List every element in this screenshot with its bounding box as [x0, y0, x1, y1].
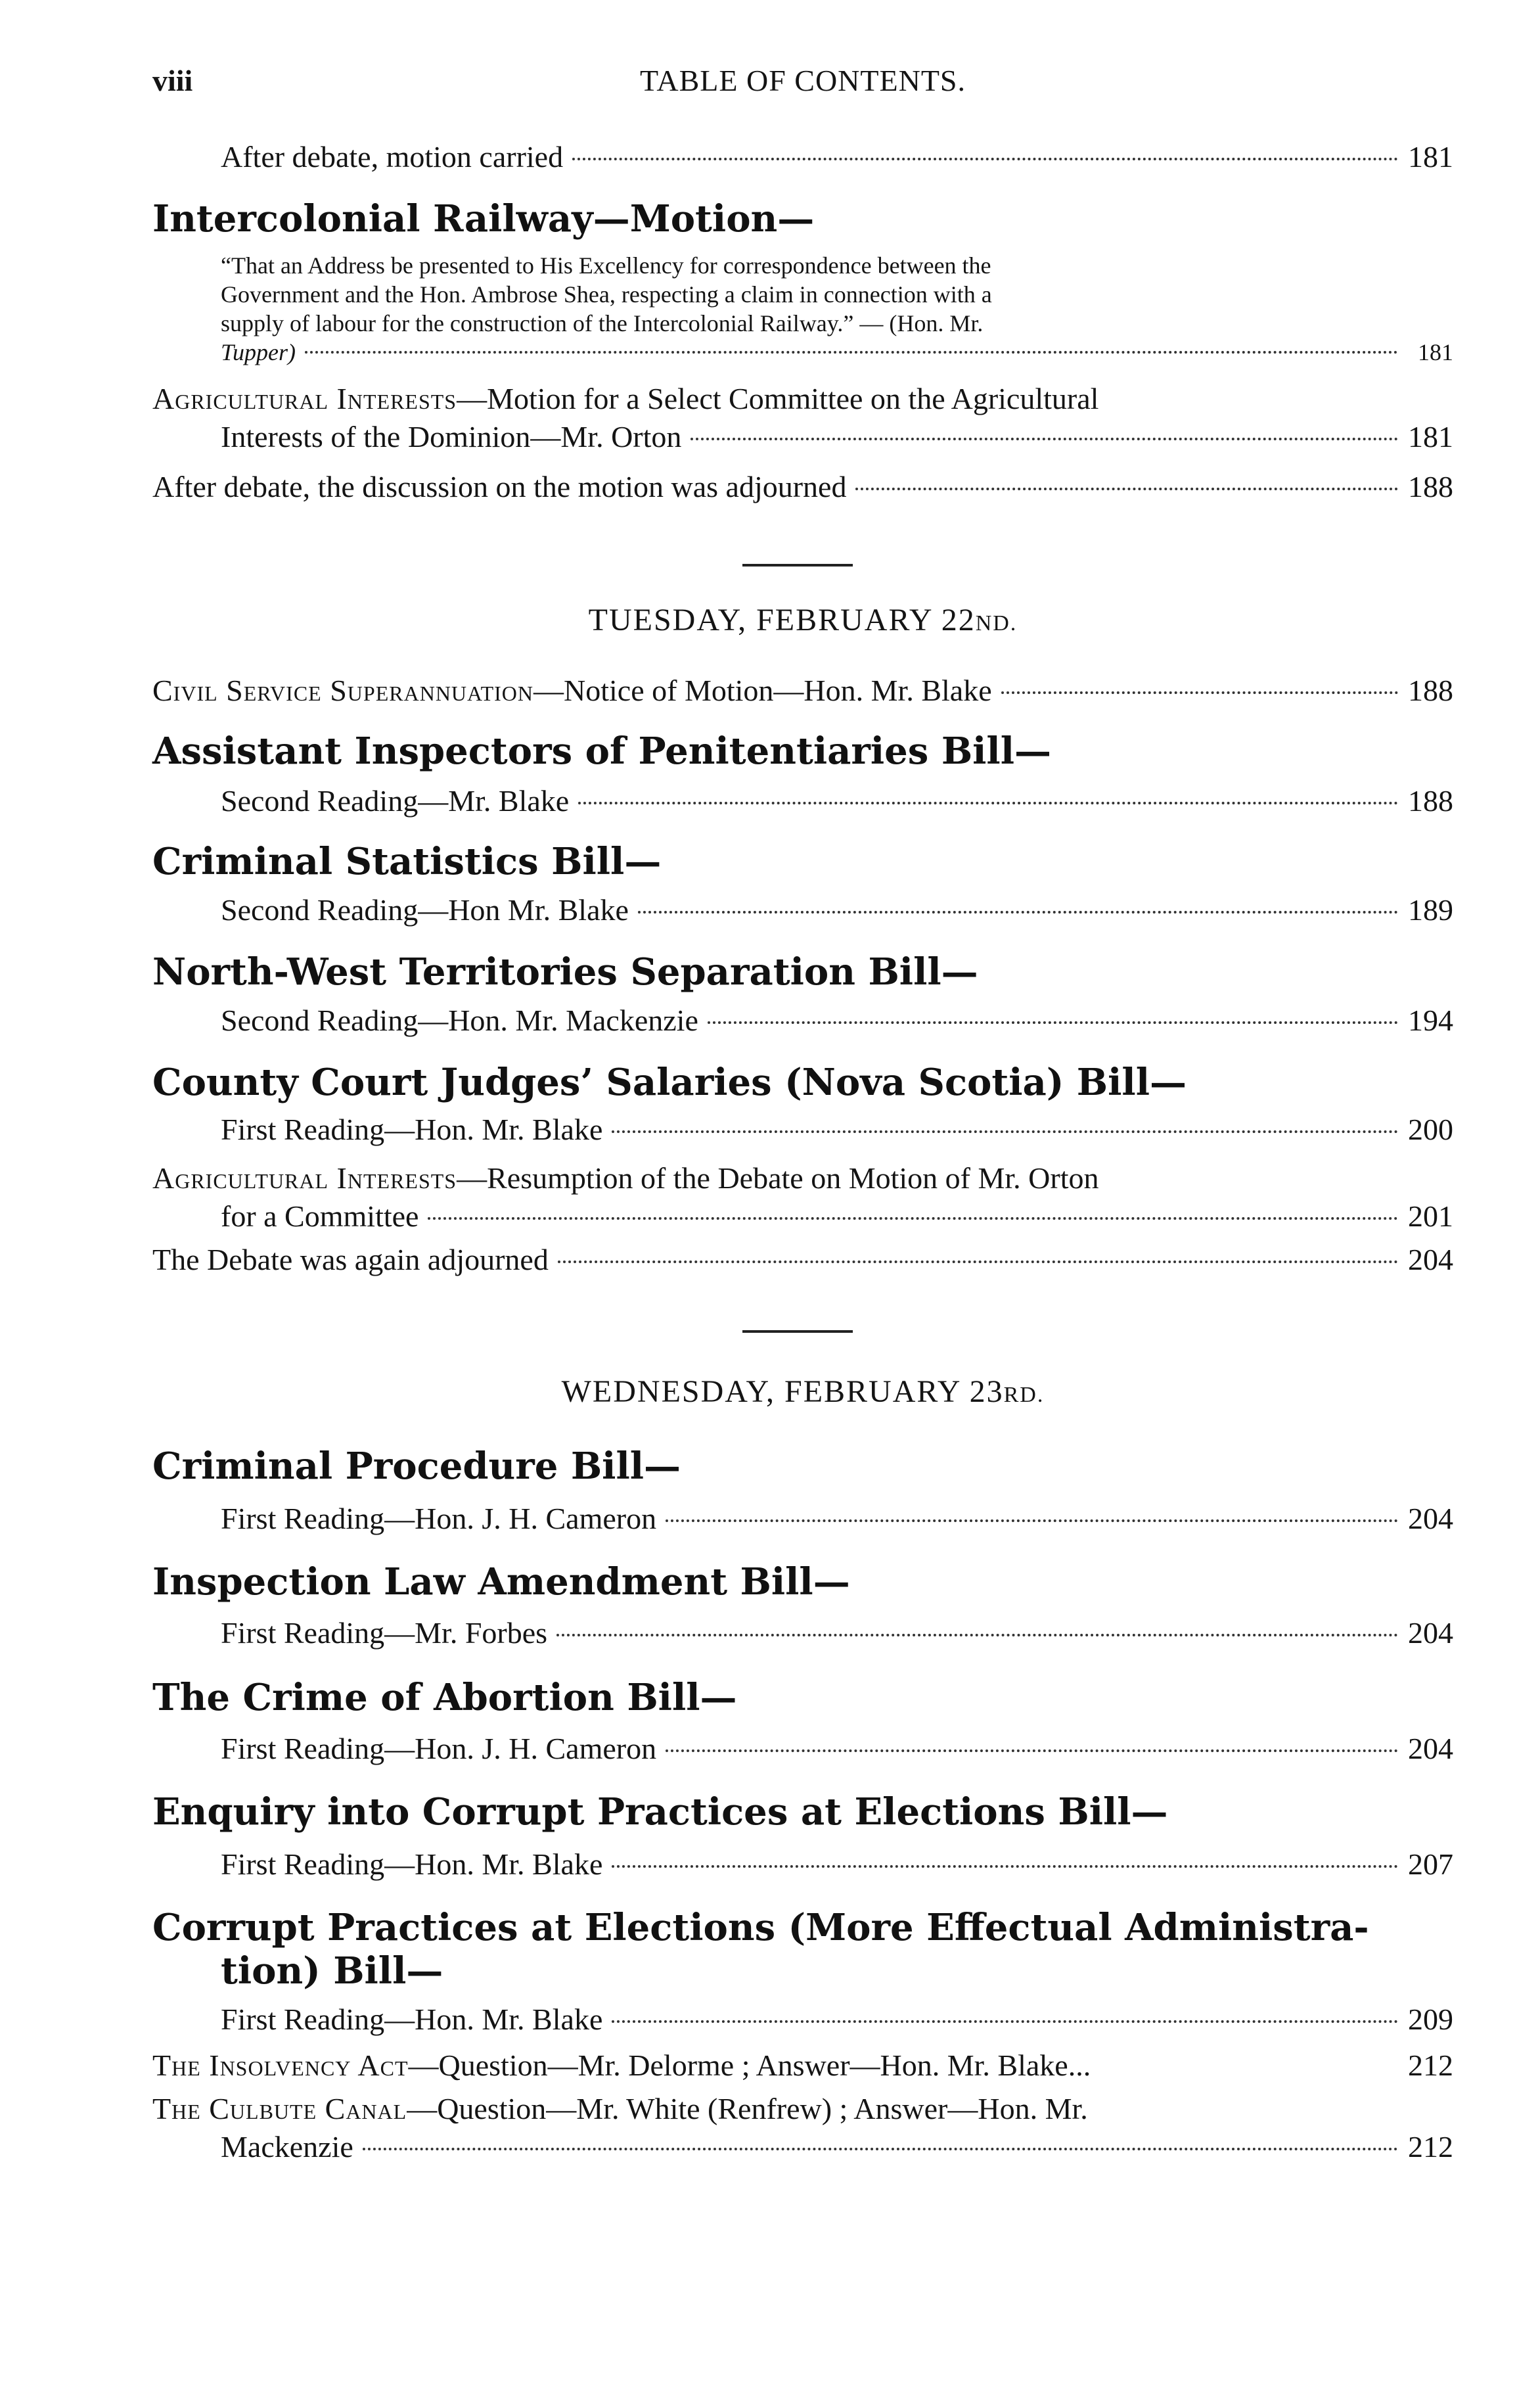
page-ref: 181 [1408, 140, 1453, 174]
page-ref: 188 [1408, 674, 1453, 707]
entry-text: —Resumption of the Debate on Motion of Mr. Orton [457, 1161, 1099, 1195]
toc-entry-culbute-canal [152, 2090, 1453, 2166]
entry-heading: North-West Territories Separation Bill— [152, 950, 978, 994]
dot-leader [578, 802, 1398, 804]
quote-line-2: Government and the Hon. Ambrose Shea, respecting a claim in connection with a [221, 281, 992, 308]
toc-entry-debate-adjourned [152, 1241, 1453, 1279]
entry-text: First Reading—Hon. Mr. Blake [221, 2002, 603, 2036]
toc-sub-assistant [221, 782, 1453, 820]
toc-sub-enquiry [221, 1845, 1453, 1884]
toc-sub-abortion [221, 1730, 1453, 1768]
entry-text: First Reading—Hon. J. H. Cameron [221, 1502, 657, 1535]
entry-text: First Reading—Hon. J. H. Cameron [221, 1732, 657, 1765]
toc-entry-civil-service [152, 672, 1453, 710]
page-ref: 207 [1408, 1847, 1453, 1881]
intercolonial-quote [221, 251, 1453, 367]
entry-text: —Question—Mr. Delorme ; Answer—Hon. Mr. Blake... [408, 2048, 1091, 2082]
entry-heading: Criminal Procedure Bill— [152, 1445, 681, 1488]
entry-label: Agricultural Interests [152, 1161, 457, 1195]
day-heading-suffix: RD. [1003, 1383, 1045, 1407]
dot-leader [556, 1634, 1398, 1636]
dot-leader [428, 1217, 1398, 1220]
dot-leader [305, 351, 1398, 354]
entry-text: First Reading—Hon. Mr. Blake [221, 1847, 603, 1881]
page-ref: 181 [1408, 420, 1453, 453]
entry-text: Second Reading—Hon Mr. Blake [221, 893, 629, 927]
toc-sub-criminal-statistics [221, 891, 1453, 929]
page-ref: 204 [1408, 1502, 1453, 1535]
toc-entry-agricultural-2 [152, 1159, 1453, 1236]
entry-text: —Question—Mr. White (Renfrew) ; Answer—Hon. Mr. [407, 2092, 1088, 2125]
toc-entry-after-debate-1 [221, 138, 1453, 176]
entry-heading: Intercolonial Railway—Motion— [152, 197, 815, 241]
toc-entry-after-debate-2 [152, 468, 1453, 506]
day-heading-wednesday [152, 1374, 1453, 1410]
entry-heading: Enquiry into Corrupt Practices at Elections Bill— [152, 1790, 1168, 1834]
dot-leader [558, 1261, 1398, 1263]
page-ref: 204 [1408, 1616, 1453, 1650]
toc-entry-corrupt-practices [152, 1906, 1453, 1993]
dot-leader [572, 158, 1398, 160]
toc-entry-county-court [152, 1061, 1453, 1104]
toc-entry-intercolonial [152, 197, 1453, 241]
dot-leader [666, 1749, 1398, 1752]
toc-entry-northwest [152, 950, 1453, 994]
toc-sub-northwest [221, 1002, 1453, 1040]
running-head [152, 63, 1453, 103]
page-ref: 200 [1408, 1113, 1453, 1146]
day-heading-text: TUESDAY, FEBRUARY 22 [588, 603, 976, 637]
entry-heading-line-1: Corrupt Practices at Elections (More Effectual Administra- [152, 1906, 1369, 1949]
day-heading-tuesday [152, 602, 1453, 638]
entry-label: Agricultural Interests [152, 382, 457, 415]
entry-continuation: for a Committee [221, 1199, 419, 1233]
dot-leader [855, 488, 1398, 490]
page-ref: 209 [1408, 2002, 1453, 2036]
entry-text: First Reading—Hon. Mr. Blake [221, 1113, 603, 1146]
page-ref: 181 [1418, 339, 1453, 365]
entry-heading: County Court Judges’ Salaries (Nova Scotia) Bill— [152, 1061, 1187, 1104]
toc-entry-criminal-procedure [152, 1445, 1453, 1488]
quote-line-1: “That an Address be presented to His Excellency for correspondence between the [221, 252, 991, 279]
entry-heading: The Crime of Abortion Bill— [152, 1676, 737, 1719]
dot-leader [612, 1865, 1398, 1868]
dot-leader [363, 2148, 1398, 2150]
entry-heading-line-2: tion) Bill— [221, 1949, 443, 1993]
entry-continuation: Mackenzie [221, 2130, 353, 2163]
entry-text: —Notice of Motion—Hon. Mr. Blake [533, 674, 992, 707]
page-ref: 188 [1408, 470, 1453, 503]
entry-text: The Debate was again adjourned [152, 1243, 549, 1276]
page-ref: 201 [1408, 1199, 1453, 1233]
dot-leader [612, 2020, 1398, 2023]
entry-continuation: Interests of the Dominion—Mr. Orton [221, 420, 682, 453]
entry-label: The Insolvency Act [152, 2048, 409, 2082]
entry-text: After debate, the discussion on the motion was adjourned [152, 470, 847, 503]
entry-text: After debate, motion carried [221, 140, 564, 174]
toc-entry-abortion [152, 1676, 1453, 1719]
entry-heading: Assistant Inspectors of Penitentiaries Bill— [152, 729, 1051, 773]
entry-heading: Criminal Statistics Bill— [152, 840, 662, 883]
toc-sub-criminal-procedure [221, 1500, 1453, 1538]
toc-sub-corrupt-practices [221, 2001, 1453, 2039]
page-ref: 204 [1408, 1732, 1453, 1765]
quote-line-3: supply of labour for the construction of the Intercolonial Railway.” — (Hon. Mr. [221, 310, 984, 336]
toc-entry-inspection-law [152, 1560, 1453, 1604]
toc-entry-assistant-inspectors [152, 729, 1453, 773]
section-divider [742, 564, 853, 567]
toc-entry-agricultural-1 [152, 380, 1453, 456]
section-divider [742, 1330, 853, 1333]
entry-text: First Reading—Mr. Forbes [221, 1616, 548, 1650]
page-ref: 212 [1408, 2048, 1453, 2082]
toc-entry-criminal-statistics [152, 840, 1453, 883]
toc-entry-insolvency [152, 2047, 1453, 2085]
entry-text: Second Reading—Mr. Blake [221, 784, 570, 818]
entry-label: Civil Service Superannuation [152, 674, 534, 707]
dot-leader [708, 1021, 1398, 1024]
dot-leader [638, 911, 1398, 914]
page-number: viii [152, 64, 193, 97]
dot-leader [666, 1519, 1398, 1522]
entry-text: —Motion for a Select Committee on the Agricultural [457, 382, 1099, 415]
toc-sub-inspection-law [221, 1614, 1453, 1652]
entry-label: The Culbute Canal [152, 2092, 407, 2125]
dot-leader [691, 438, 1398, 440]
page-ref: 212 [1408, 2130, 1453, 2163]
page-ref: 204 [1408, 1243, 1453, 1276]
entry-text: Second Reading—Hon. Mr. Mackenzie [221, 1004, 698, 1037]
day-heading-suffix: ND. [975, 611, 1018, 636]
page-ref: 189 [1408, 893, 1453, 927]
dot-leader [612, 1130, 1398, 1133]
page-ref: 188 [1408, 784, 1453, 818]
entry-heading: Inspection Law Amendment Bill— [152, 1560, 850, 1604]
dot-leader [1001, 691, 1398, 694]
toc-sub-county-court [221, 1111, 1453, 1149]
toc-entry-enquiry [152, 1790, 1453, 1834]
day-heading-text: WEDNESDAY, FEBRUARY 23 [561, 1374, 1004, 1409]
quote-line-4: Tupper) [221, 339, 296, 365]
page-title: TABLE OF CONTENTS. [639, 64, 966, 97]
page-ref: 194 [1408, 1004, 1453, 1037]
